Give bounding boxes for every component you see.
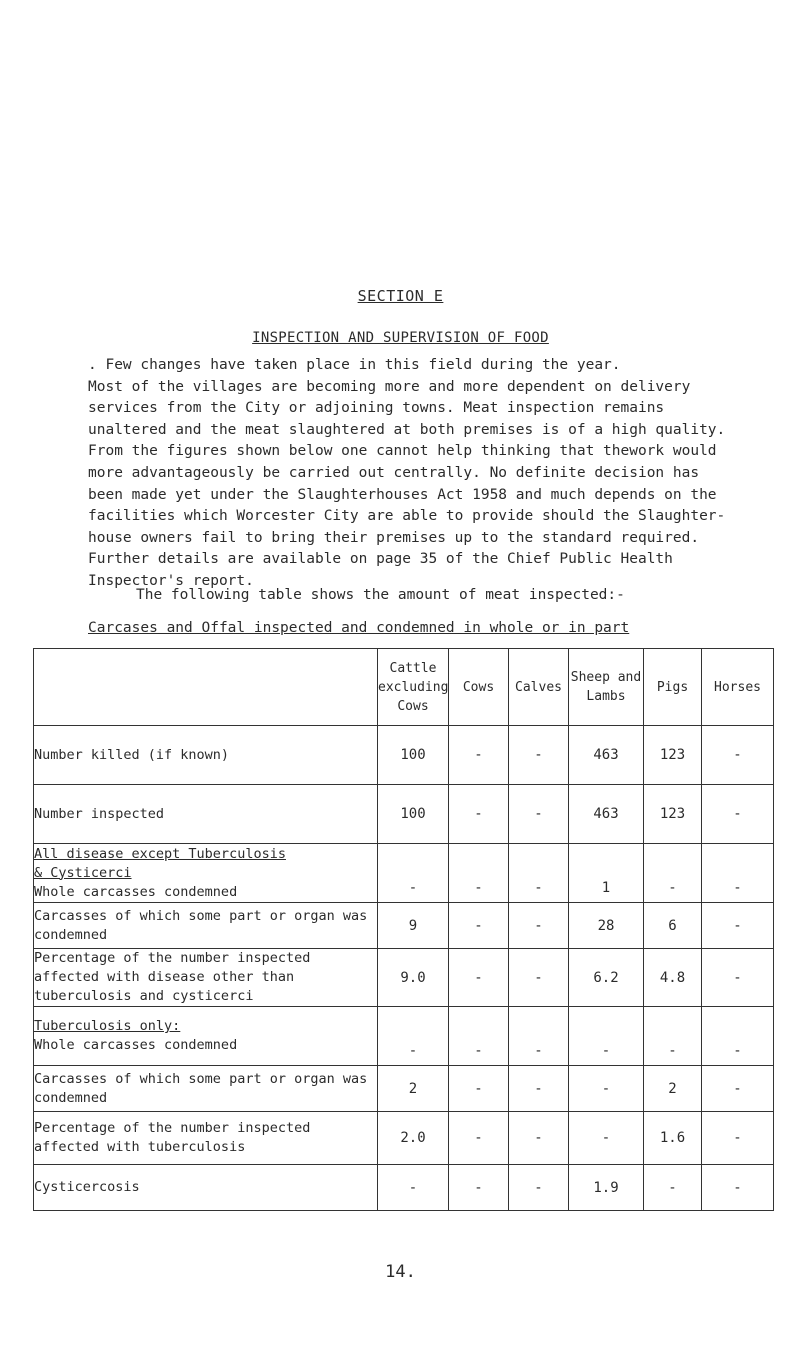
table-cell: - xyxy=(702,844,774,903)
table-cell: - xyxy=(509,844,569,903)
table-cell: 6.2 xyxy=(569,949,644,1007)
table-header-row xyxy=(34,649,774,726)
table-cell: - xyxy=(449,1066,509,1112)
table-cell: - xyxy=(702,903,774,949)
table-row xyxy=(34,903,774,949)
table-cell: - xyxy=(509,1066,569,1112)
row-label xyxy=(34,1007,378,1066)
table-cell: 28 xyxy=(569,903,644,949)
table-cell: - xyxy=(378,844,449,903)
table-cell: - xyxy=(509,1007,569,1066)
table-row xyxy=(34,1112,774,1165)
header-cattle: Cattle excluding Cows xyxy=(378,649,449,726)
table-cell: - xyxy=(449,844,509,903)
table-row xyxy=(34,1007,774,1066)
table-cell: 463 xyxy=(569,726,644,785)
row-label: Number killed (if known) xyxy=(34,726,378,785)
row-label: Number inspected xyxy=(34,785,378,844)
table-cell: 1 xyxy=(569,844,644,903)
table-row xyxy=(34,785,774,844)
table-cell: - xyxy=(449,1165,509,1211)
table-intro: The following table shows the amount of meat inspected:- xyxy=(136,587,625,603)
table-row xyxy=(34,949,774,1007)
table-cell: 100 xyxy=(378,785,449,844)
row-label: Carcasses of which some part or organ was condemned xyxy=(34,903,378,949)
table-cell: - xyxy=(449,726,509,785)
header-cows: Cows xyxy=(449,649,509,726)
table-cell: - xyxy=(509,1112,569,1165)
header-pigs: Pigs xyxy=(644,649,702,726)
table-cell: 9.0 xyxy=(378,949,449,1007)
row-label: Cysticercosis xyxy=(34,1165,378,1211)
table-cell: - xyxy=(509,949,569,1007)
table-cell: - xyxy=(702,1112,774,1165)
table-row xyxy=(34,1165,774,1211)
table-cell: - xyxy=(702,1007,774,1066)
table-cell: - xyxy=(378,1007,449,1066)
table-cell: - xyxy=(569,1066,644,1112)
row-label xyxy=(34,844,378,903)
table-cell: 1.6 xyxy=(644,1112,702,1165)
table-cell: - xyxy=(702,785,774,844)
table-cell: - xyxy=(449,903,509,949)
section-heading: SECTION E xyxy=(357,287,444,305)
table-cell: - xyxy=(702,949,774,1007)
page-number: 14. xyxy=(385,1262,416,1282)
table-cell: - xyxy=(509,726,569,785)
tb-heading: Tuberculosis only: xyxy=(34,1018,181,1034)
table-cell: - xyxy=(449,1112,509,1165)
table-cell: - xyxy=(449,785,509,844)
tb-whole-label: Whole carcasses condemned xyxy=(34,1037,238,1053)
disease-whole-label: Whole carcasses condemned xyxy=(34,883,238,900)
table-row xyxy=(34,1066,774,1112)
disease-subheading: & Cysticerci xyxy=(34,864,132,881)
table-cell: - xyxy=(644,844,702,903)
table-cell: - xyxy=(702,1066,774,1112)
header-blank xyxy=(34,649,378,726)
table-cell: - xyxy=(702,726,774,785)
header-sheep: Sheep and Lambs xyxy=(569,649,644,726)
table-cell: 123 xyxy=(644,785,702,844)
table-cell: 463 xyxy=(569,785,644,844)
row-label: Percentage of the number inspected affected with tuberculosis xyxy=(34,1112,378,1165)
table-cell: 2 xyxy=(378,1066,449,1112)
table-cell: - xyxy=(644,1007,702,1066)
table-cell: - xyxy=(509,785,569,844)
meat-inspection-table xyxy=(33,648,774,1211)
table-cell: - xyxy=(449,1007,509,1066)
table-cell: - xyxy=(569,1112,644,1165)
table-cell: 4.8 xyxy=(644,949,702,1007)
table-cell: - xyxy=(509,1165,569,1211)
table-caption: Carcases and Offal inspected and condemned in whole or in part xyxy=(88,620,630,636)
table-cell: 100 xyxy=(378,726,449,785)
header-horses: Horses xyxy=(702,649,774,726)
table-cell: 123 xyxy=(644,726,702,785)
disease-heading: All disease except Tuberculosis xyxy=(34,845,286,862)
row-label: Carcasses of which some part or organ was condemned xyxy=(34,1066,378,1112)
table-cell: - xyxy=(644,1165,702,1211)
table-cell: 2.0 xyxy=(378,1112,449,1165)
table-row xyxy=(34,844,774,903)
table-cell: 2 xyxy=(644,1066,702,1112)
table-cell: 6 xyxy=(644,903,702,949)
table-cell: 1.9 xyxy=(569,1165,644,1211)
body-paragraph: . Few changes have taken place in this field during the year. Most of the villages are becoming more and more dependent on delivery services from the City or adjoining towns. Meat inspection remains unaltered and the meat slaughtered at both premises is of a high quality. From the figures shown below one cannot help thinking that thework would more advantageously be carried out centrally. No definite decision has been made yet under the Slaughterhouses Act 1958 and much depends on the facilities which Worcester City are able to provide should the Slaughter- house owners fail to bring their premises up to the standard required. Further details are available on page 35 of the Chief Public Health Inspector's report. xyxy=(88,357,726,589)
page-title: INSPECTION AND SUPERVISION OF FOOD xyxy=(252,330,549,346)
row-label: Percentage of the number inspected affected with disease other than tuberculosis and cysticerci xyxy=(34,949,378,1007)
header-calves: Calves xyxy=(509,649,569,726)
table-cell: - xyxy=(702,1165,774,1211)
table-cell: - xyxy=(378,1165,449,1211)
table-cell: - xyxy=(509,903,569,949)
table-cell: - xyxy=(449,949,509,1007)
table-cell: 9 xyxy=(378,903,449,949)
table-row xyxy=(34,726,774,785)
table-cell: - xyxy=(569,1007,644,1066)
